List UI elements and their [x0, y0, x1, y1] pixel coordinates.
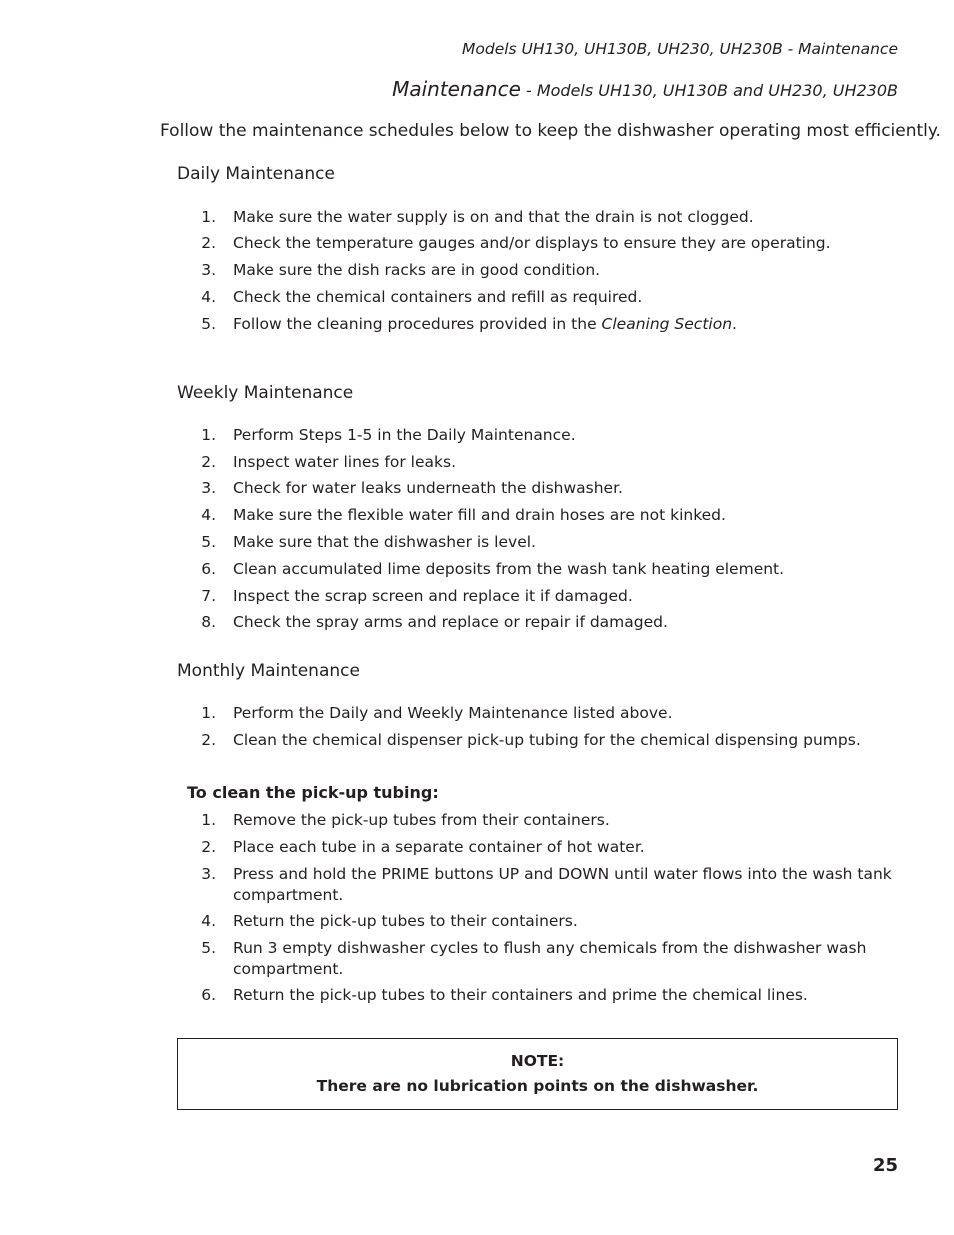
item-number: 1. [201, 811, 216, 829]
intro-paragraph: Follow the maintenance schedules below to keep the dishwasher operating most efficiently. [160, 121, 941, 141]
item-text: Make sure that the dishwasher is level. [233, 533, 536, 551]
monthly-heading: Monthly Maintenance [177, 661, 360, 681]
item-text: Clean the chemical dispenser pick-up tubing for the chemical dispensing pumps. [233, 731, 861, 749]
item-text: Remove the pick-up tubes from their containers. [233, 811, 610, 829]
item-text: Check the spray arms and replace or repair if damaged. [233, 613, 668, 631]
item-text: Check for water leaks underneath the dishwasher. [233, 479, 623, 497]
item-text: Run 3 empty dishwasher cycles to flush any chemicals from the dishwasher wash compartment. [233, 939, 867, 978]
cleaning-section-reference: Cleaning Section [601, 315, 733, 333]
page-number: 25 [872, 1155, 898, 1176]
item-number: 6. [201, 560, 216, 578]
item-number: 5. [201, 939, 216, 957]
item-text: Make sure the flexible water fill and drain hoses are not kinked. [233, 506, 726, 524]
note-title: NOTE: [510, 1052, 565, 1070]
item-number: 1. [201, 426, 216, 444]
page-title [392, 77, 898, 101]
item-number: 2. [201, 838, 216, 856]
item-number: 5. [201, 315, 216, 333]
tubing-heading: To clean the pick-up tubing: [187, 783, 439, 802]
note-box [177, 1038, 898, 1110]
item-number: 3. [201, 865, 216, 883]
item-text: Perform Steps 1-5 in the Daily Maintenance. [233, 426, 576, 444]
item-number: 3. [201, 261, 216, 279]
item-text: Inspect the scrap screen and replace it if damaged. [233, 587, 633, 605]
item-text: Return the pick-up tubes to their containers. [233, 912, 578, 930]
item-text: Press and hold the PRIME buttons UP and DOWN until water flows into the wash tank compartment. [233, 865, 892, 904]
item-number: 2. [201, 731, 216, 749]
item-text: Clean accumulated lime deposits from the wash tank heating element. [233, 560, 785, 578]
item-number: 4. [201, 288, 216, 306]
running-header: Models UH130, UH130B, UH230, UH230B - Maintenance [462, 40, 898, 58]
item-number: 5. [201, 533, 216, 551]
item-number: 1. [201, 704, 216, 722]
item-number: 1. [201, 208, 216, 226]
page-title-sub: - Models UH130, UH130B and UH230, UH230B [520, 81, 898, 100]
item-number: 6. [201, 986, 216, 1004]
item-number: 8. [201, 613, 216, 631]
item-number: 4. [201, 912, 216, 930]
item-text [233, 314, 893, 335]
item-text-lead: Follow the cleaning procedures provided in the [233, 315, 602, 333]
item-text: Inspect water lines for leaks. [233, 453, 456, 471]
item-number: 7. [201, 587, 216, 605]
daily-heading: Daily Maintenance [177, 164, 335, 184]
item-text: Make sure the water supply is on and that the drain is not clogged. [233, 208, 754, 226]
item-text-end: . [732, 315, 737, 333]
item-text: Perform the Daily and Weekly Maintenance listed above. [233, 704, 673, 722]
item-text: Place each tube in a separate container of hot water. [233, 838, 645, 856]
item-text: Check the chemical containers and refill as required. [233, 288, 643, 306]
note-body: There are no lubrication points on the dishwasher. [316, 1077, 759, 1095]
item-number: 3. [201, 479, 216, 497]
item-text: Check the temperature gauges and/or displays to ensure they are operating. [233, 234, 831, 252]
item-number: 2. [201, 453, 216, 471]
item-text: Return the pick-up tubes to their containers and prime the chemical lines. [233, 986, 808, 1004]
item-number: 2. [201, 234, 216, 252]
item-text: Make sure the dish racks are in good condition. [233, 261, 601, 279]
weekly-heading: Weekly Maintenance [177, 383, 354, 403]
item-number: 4. [201, 506, 216, 524]
page-title-main: Maintenance [392, 77, 521, 101]
